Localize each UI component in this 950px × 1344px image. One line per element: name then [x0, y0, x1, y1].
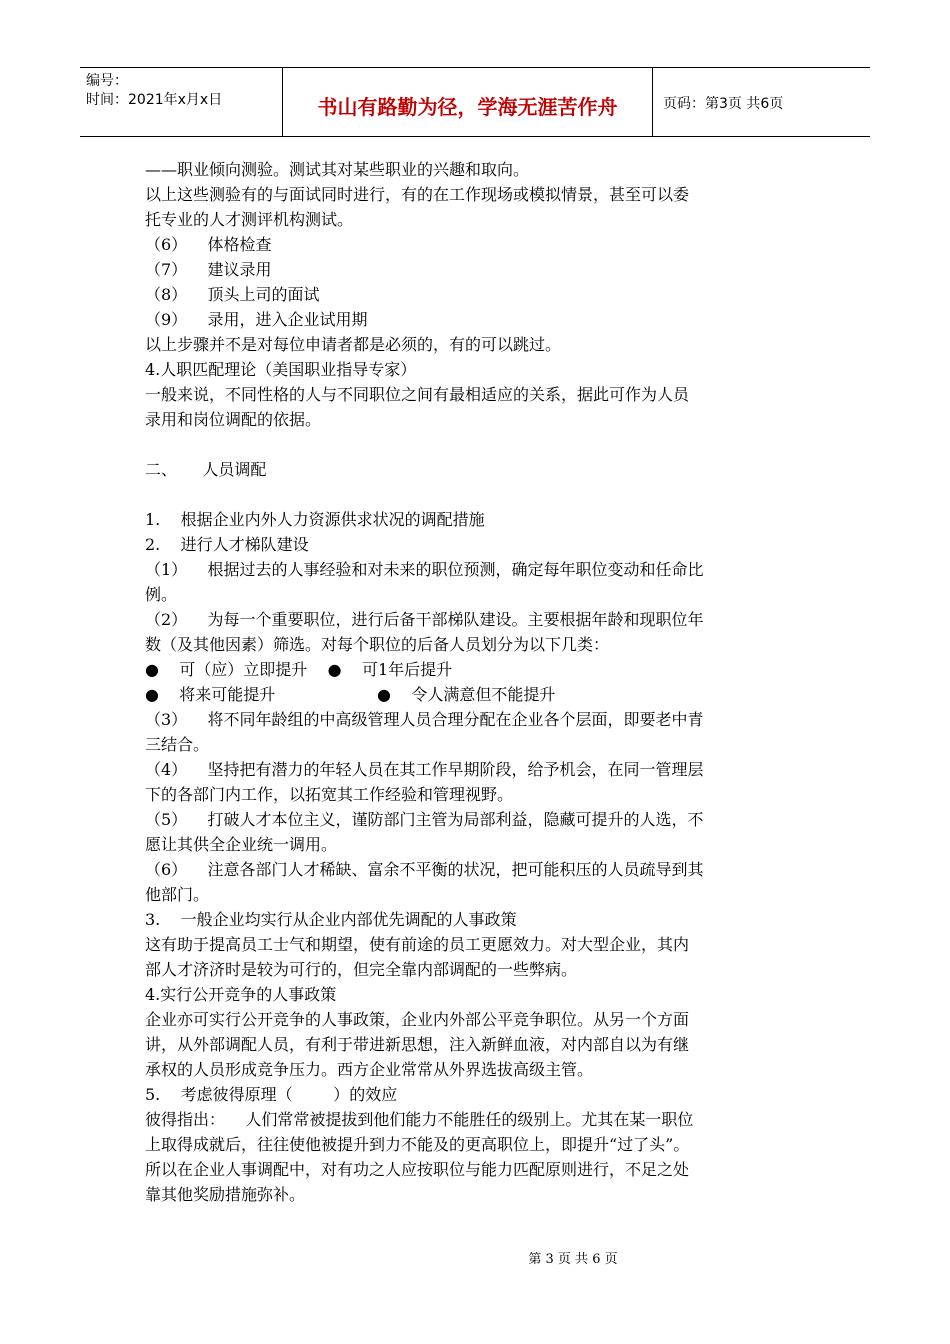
body-line: 他部门。 — [145, 885, 210, 904]
body-line: （7） 建议录用 — [145, 260, 272, 279]
body-line: ——职业倾向测验。测试其对某些职业的兴趣和取向。 — [145, 160, 530, 179]
body-line: 下的各部门内工作，以拓宽其工作经验和管理视野。 — [145, 785, 514, 804]
body-line: 托专业的人才测评机构测试。 — [145, 210, 354, 229]
body-line: 一般来说，不同性格的人与不同职位之间有最相适应的关系，据此可作为人员 — [145, 385, 690, 404]
body-line: 5. 考虑彼得原理（ ）的效应 — [145, 1085, 398, 1104]
body-line: （4） 坚持把有潜力的年轻人员在其工作早期阶段，给予机会，在同一管理层 — [145, 760, 704, 779]
body-line: 承权的人员形成竞争压力。西方企业常常从外界选拔高级主管。 — [145, 1060, 594, 1079]
body-line: 三结合。 — [145, 735, 210, 754]
body-line: 1. 根据企业内外人力资源供求状况的调配措施 — [145, 510, 485, 529]
body-line: 靠其他奖励措施弥补。 — [145, 1185, 306, 1204]
body-line: 这有助于提高员工士气和期望，使有前途的员工更愿效力。对大型企业，其内 — [145, 935, 690, 954]
body-line: （3） 将不同年龄组的中高级管理人员合理分配在企业各个层面，即要老中青 — [145, 710, 704, 729]
body-line: （6） 体格检查 — [145, 235, 272, 254]
body-line: 4.实行公开竞争的人事政策 — [145, 985, 337, 1004]
page-header — [80, 67, 870, 137]
header-motto: 书山有路勤为径，学海无涯苦作舟 — [283, 68, 653, 136]
body-line: （2） 为每一个重要职位，进行后备干部梯队建设。主要根据年龄和现职位年 — [145, 610, 704, 629]
body-line: （8） 顶头上司的面试 — [145, 285, 320, 304]
body-line: 所以在企业人事调配中，对有功之人应按职位与能力匹配原则进行，不足之处 — [145, 1160, 690, 1179]
body-line: 2. 进行人才梯队建设 — [145, 535, 309, 554]
body-line — [145, 482, 815, 507]
body-line: 二、 人员调配 — [145, 460, 267, 479]
body-line: 4.人职匹配理论（美国职业指导专家） — [145, 360, 417, 379]
document-date: 时间：2021年x月x日 — [86, 92, 223, 108]
body-line: 以上步骤并不是对每位申请者都是必须的，有的可以跳过。 — [145, 335, 562, 354]
page-footer: 第 3 页 共 6 页 — [528, 1252, 618, 1267]
body-line: 上取得成就后，往往使他被提升到力不能及的更高职位上，即提升“过了头”。 — [145, 1135, 690, 1154]
body-line: 数（及其他因素）筛选。对每个职位的后备人员划分为以下几类： — [145, 635, 610, 654]
body-line: 3. 一般企业均实行从企业内部优先调配的人事政策 — [145, 910, 517, 929]
body-line: 例。 — [145, 585, 178, 604]
body-line: 部人才济济时是较为可行的，但完全靠内部调配的一些弊病。 — [145, 960, 578, 979]
body-line — [145, 432, 815, 457]
document-number-label: 编号： — [86, 73, 128, 89]
body-line: 愿让其供全企业统一调用。 — [145, 835, 338, 854]
body-line: （9） 录用，进入企业试用期 — [145, 310, 368, 329]
body-line: 讲，从外部调配人员，有利于带进新思想，注入新鲜血液，对内部自以为有继 — [145, 1035, 690, 1054]
body-line: 录用和岗位调配的依据。 — [145, 410, 322, 429]
body-line: 以上这些测验有的与面试同时进行，有的在工作现场或模拟情景，甚至可以委 — [145, 185, 690, 204]
body-line: ● 将来可能提升 ● 令人满意但不能提升 — [145, 685, 556, 704]
document-body — [145, 157, 815, 1207]
header-meta — [80, 68, 283, 136]
body-line: （6） 注意各部门人才稀缺、富余不平衡的状况，把可能积压的人员疏导到其 — [145, 860, 704, 879]
body-line: 企业亦可实行公开竞争的人事政策，企业内外部公平竞争职位。从另一个方面 — [145, 1010, 690, 1029]
body-line: （1） 根据过去的人事经验和对未来的职位预测，确定每年职位变动和任命比 — [145, 560, 704, 579]
header-page-info: 页码：第3页 共6页 — [663, 96, 784, 112]
body-line: 彼得指出： 人们常常被提拔到他们能力不能胜任的级别上。尤其在某一职位 — [145, 1110, 694, 1129]
body-line: ● 可（应）立即提升 ● 可1年后提升 — [145, 660, 453, 679]
body-line: （5） 打破人才本位主义，谨防部门主管为局部利益，隐藏可提升的人选，不 — [145, 810, 704, 829]
